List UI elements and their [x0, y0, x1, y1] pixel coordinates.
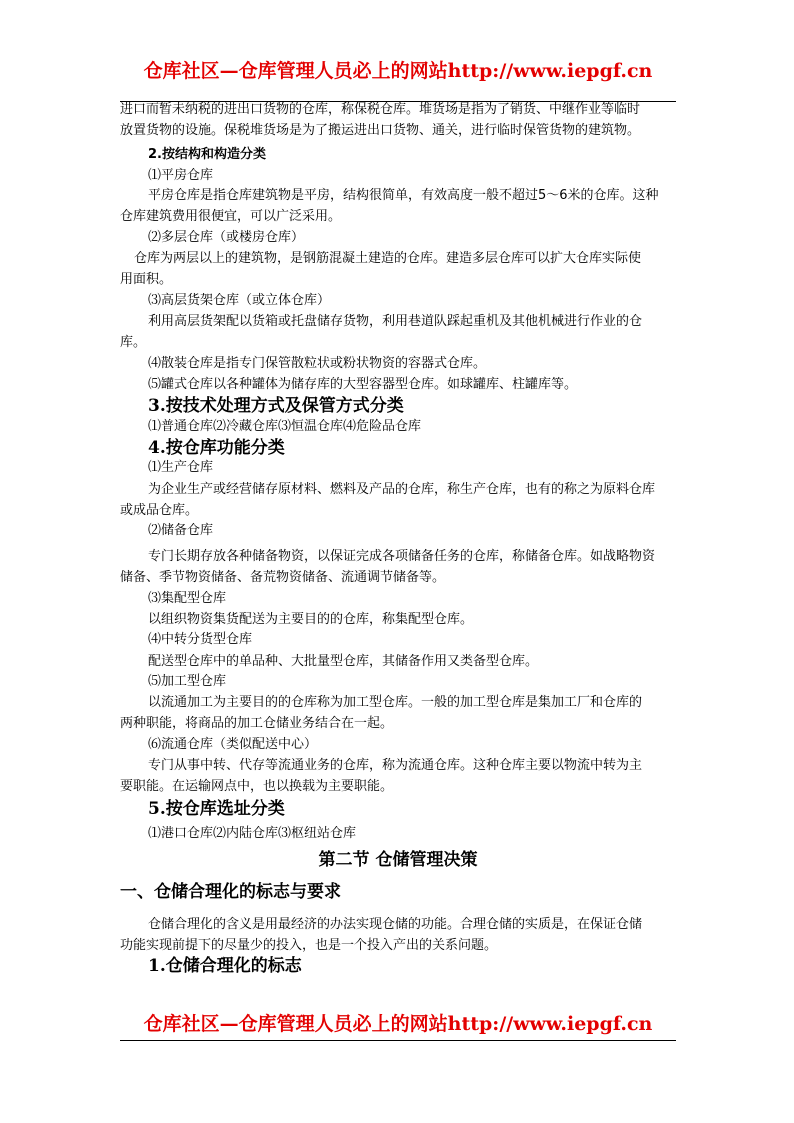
footer-banner: 仓库社区—仓库管理人员必上的网站http://www.iepgf.cn — [143, 1013, 653, 1035]
section-heading: 5.按仓库选址分类 — [148, 799, 285, 819]
paragraph-line: 平房仓库是指仓库建筑物是平房，结构很简单，有效高度一般不超过5～6米的仓库。这种 — [148, 188, 659, 203]
paragraph-line: ⑴普通仓库⑵冷藏仓库⑶恒温仓库⑷危险品仓库 — [148, 419, 422, 434]
item-heading: ⑴平房仓库 — [148, 168, 214, 183]
footer-rule — [120, 1040, 676, 1041]
paragraph-line: ⑷散装仓库是指专门保管散粒状或粉状物资的容器式仓库。 — [148, 356, 487, 371]
item-heading: ⑶高层货架仓库（或立体仓库） — [148, 293, 331, 308]
item-heading: ⑴生产仓库 — [148, 460, 214, 475]
paragraph-line: ⑸罐式仓库以各种罐体为储存库的大型容器型仓库。如球罐库、柱罐库等。 — [148, 377, 578, 392]
paragraph-line: 专门长期存放各种储备物资，以保证完成各项储备任务的仓库，称储备仓库。如战略物资 — [148, 549, 656, 564]
paragraph-line: 配送型仓库中的单品种、大批量型仓库，其储备作用又类备型仓库。 — [148, 654, 539, 669]
item-heading: ⑷中转分货型仓库 — [148, 632, 253, 647]
section-heading: 3.按技术处理方式及保管方式分类 — [148, 396, 404, 416]
chapter-section-title: 第二节 仓储管理决策 — [318, 850, 478, 870]
item-heading: ⑸加工型仓库 — [148, 674, 227, 689]
paragraph-line: 利用高层货架配以货箱或托盘储存货物，利用巷道队踩起重机及其他机械进行作业的仓 — [148, 314, 643, 329]
paragraph-line: 以组织物资集货配送为主要目的的仓库，称集配型仓库。 — [148, 612, 474, 627]
paragraph-line: 仓库建筑费用很便宜，可以广泛采用。 — [120, 209, 342, 224]
paragraph-line: 为企业生产或经营储存原材料、燃料及产品的仓库，称生产仓库，也有的称之为原料仓库 — [148, 482, 656, 497]
paragraph-line: 功能实现前提下的尽量少的投入，也是一个投入产出的关系问题。 — [120, 938, 498, 953]
paragraph-line: 库。 — [120, 335, 147, 350]
subsection-title: 一、仓储合理化的标志与要求 — [120, 882, 341, 902]
item-heading: ⑵储备仓库 — [148, 523, 214, 538]
paragraph-line: ⑴港口仓库⑵内陆仓库⑶枢纽站仓库 — [148, 826, 357, 841]
paragraph-line: 仓储合理化的含义是用最经济的办法实现仓储的功能。合理仓储的实质是，在保证仓储 — [148, 917, 643, 932]
paragraph-line: 放置货物的设施。保税堆货场是为了搬运进出口货物、通关，进行临时保管货物的建筑物。 — [120, 123, 641, 138]
paragraph-line: 以流通加工为主要目的的仓库称为加工型仓库。一般的加工型仓库是集加工厂和仓库的 — [148, 695, 643, 710]
paragraph-line: 或成品仓库。 — [120, 503, 199, 518]
paragraph-line: 进口而暂未纳税的进出口货物的仓库，称保税仓库。堆货场是指为了销货、中继作业等临时 — [120, 102, 641, 117]
header-banner: 仓库社区—仓库管理人员必上的网站http://www.iepgf.cn — [143, 60, 653, 82]
paragraph-line: 储备、季节物资储备、备荒物资储备、流通调节储备等。 — [120, 570, 446, 585]
item-heading: ⑶集配型仓库 — [148, 591, 227, 606]
paragraph-line: 要职能。在运输网点中，也以换载为主要职能。 — [120, 779, 394, 794]
section-heading: 4.按仓库功能分类 — [148, 438, 285, 458]
section-heading: 2.按结构和构造分类 — [148, 147, 266, 162]
paragraph-line: 用面积。 — [120, 272, 173, 287]
paragraph-line: 两种职能，将商品的加工仓储业务结合在一起。 — [120, 716, 394, 731]
item-heading: ⑹流通仓库（类似配送中心） — [148, 737, 318, 752]
section-heading: 1.仓储合理化的标志 — [148, 956, 302, 976]
item-heading: ⑵多层仓库（或楼房仓库） — [148, 230, 305, 245]
paragraph-line: 仓库为两层以上的建筑物，是钢筋混凝土建造的仓库。建造多层仓库可以扩大仓库实际使 — [134, 251, 642, 266]
paragraph-line: 专门从事中转、代存等流通业务的仓库，称为流通仓库。这种仓库主要以物流中转为主 — [148, 758, 643, 773]
